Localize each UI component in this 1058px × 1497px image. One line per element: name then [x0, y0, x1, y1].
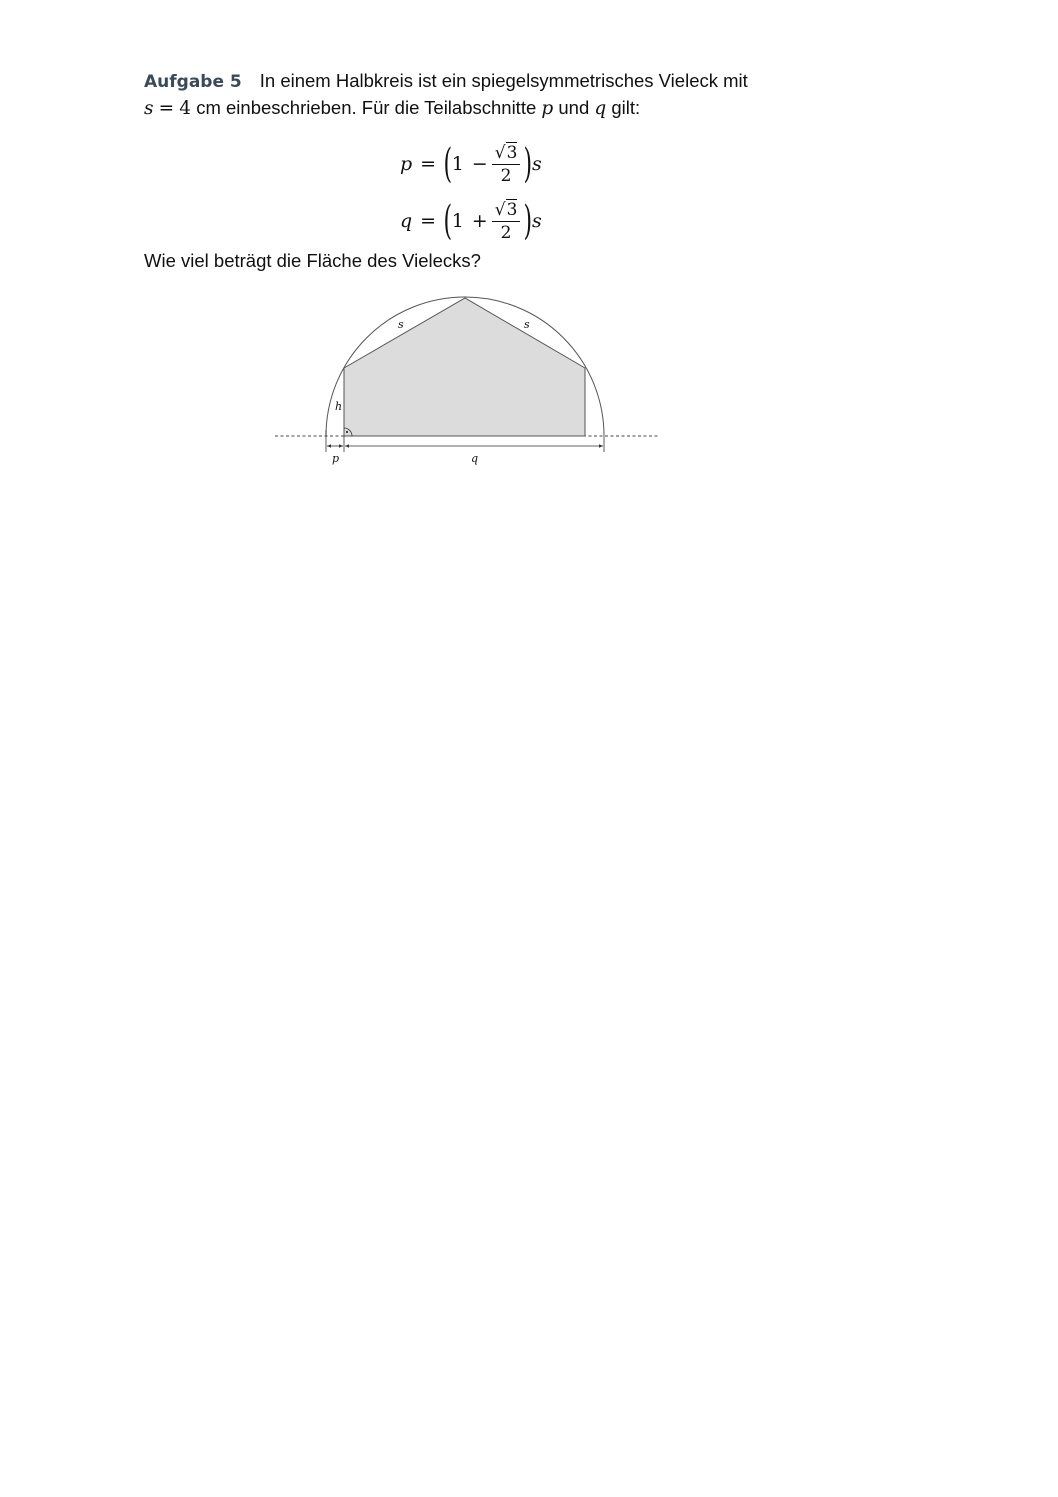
eq-p-open-paren: ( [443, 141, 453, 187]
equals-sign: = [158, 98, 175, 119]
equation-p [380, 136, 680, 192]
symmetric-polygon [344, 298, 585, 436]
eq-p-one: 1 [451, 153, 464, 175]
gilt-word: gilt: [606, 97, 641, 118]
label-p: p [332, 452, 340, 465]
eq-q-denominator: 2 [500, 222, 512, 243]
arrowhead-icon [345, 444, 349, 447]
eq-p-s: s [532, 153, 542, 175]
eq-p-denominator: 2 [500, 165, 512, 186]
eq-q-fraction [492, 200, 521, 243]
arrowhead-icon [599, 444, 603, 447]
eq-q-s: s [532, 210, 542, 232]
intro-text-1: In einem Halbkreis ist ein spiegelsymmetrisches Vieleck mit [259, 70, 748, 91]
eq-q-equals: = [420, 210, 437, 232]
eq-p-fraction [492, 143, 521, 186]
equation-q [380, 193, 680, 249]
label-h: h [335, 400, 343, 413]
eq-q-radicand: 3 [506, 199, 518, 220]
eq-q-lhs: q [400, 210, 413, 232]
label-s-right: s [524, 318, 530, 331]
label-s-left: s [398, 318, 404, 331]
eq-p-close-paren: ) [523, 141, 533, 187]
eq-q-close-paren: ) [523, 198, 533, 244]
sqrt-icon: √ [494, 199, 506, 220]
task-paragraph [144, 68, 804, 121]
eq-p-radicand: 3 [506, 142, 518, 163]
arrowhead-icon [327, 444, 331, 447]
eq-p-equals: = [420, 153, 437, 175]
s-variable: s [144, 98, 154, 119]
semicircle-polygon-figure [270, 290, 670, 480]
intro-text-2: cm einbeschrieben. Für die Teilabschnitte [191, 97, 542, 118]
and-word: und [553, 97, 595, 118]
s-value: 4 [179, 98, 192, 119]
arrowhead-icon [339, 444, 343, 447]
eq-q-open-paren: ( [443, 198, 453, 244]
label-q: q [471, 452, 479, 465]
task-heading: Aufgabe 5 [144, 72, 242, 92]
eq-p-lhs: p [400, 153, 413, 175]
eq-q-one: 1 [451, 210, 464, 232]
eq-q-operator: + [471, 210, 488, 232]
eq-p-operator: − [471, 153, 488, 175]
q-variable: q [594, 98, 607, 119]
right-angle-dot [346, 431, 348, 433]
question-text: Wie viel beträgt die Fläche des Vielecks? [144, 250, 481, 271]
sqrt-icon: √ [494, 142, 506, 163]
p-variable: p [541, 98, 554, 119]
